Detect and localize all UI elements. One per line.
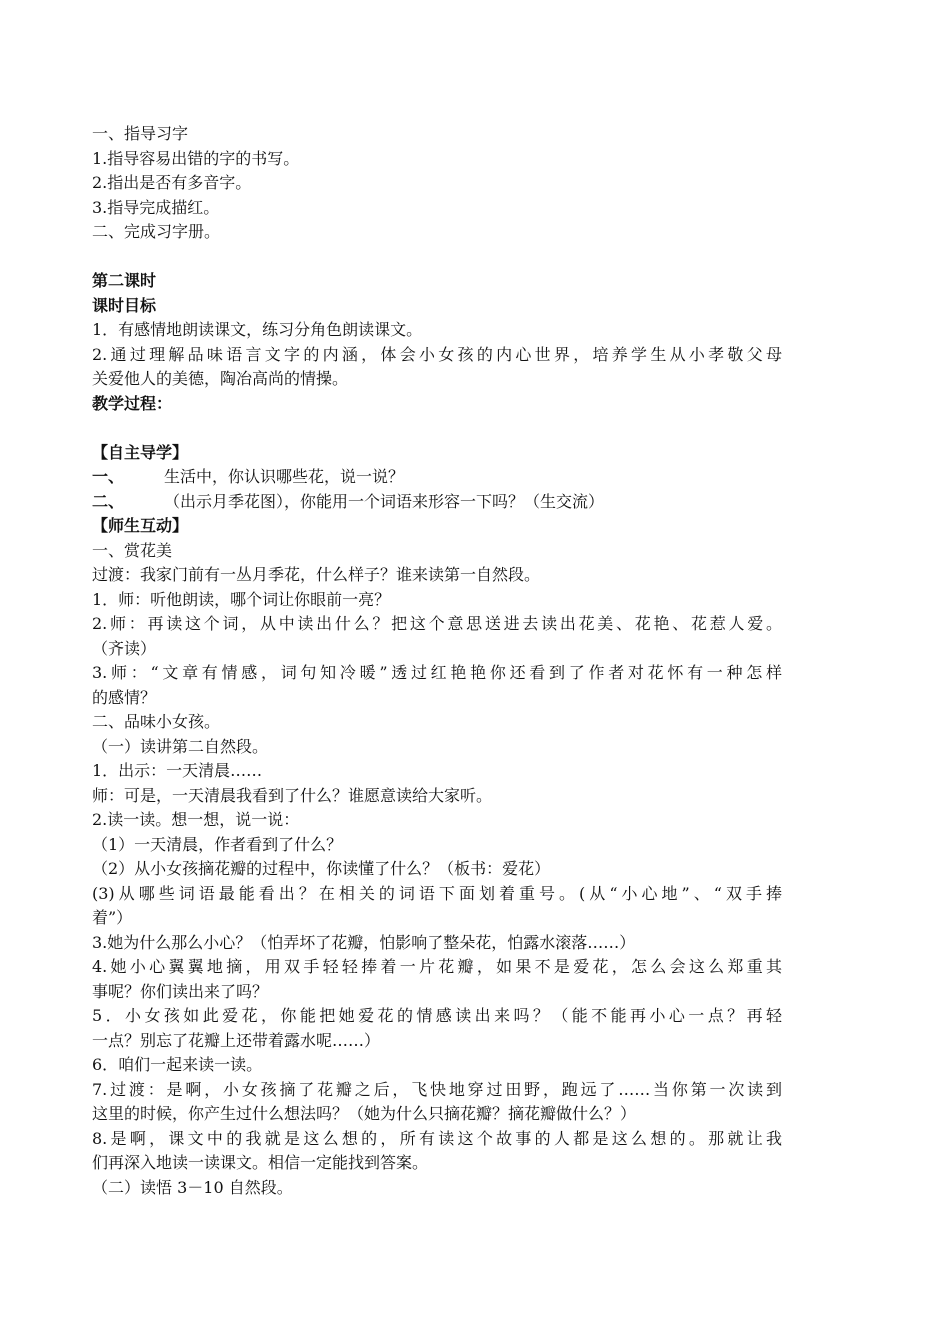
line-text: 3.指导完成描红。 bbox=[92, 197, 220, 217]
text-line bbox=[92, 220, 782, 245]
line-text: 4.她小心翼翼地摘，用双手轻轻捧着一片花瓣，如果不是爱花，怎么会这么郑重其 bbox=[92, 957, 782, 976]
document-page bbox=[92, 122, 782, 1200]
line-text: 二、完成习字册。 bbox=[92, 222, 221, 241]
line-text: 2.师：再读这个词，从中读出什么？把这个意思送进去读出花美、花艳、花惹人爱。 bbox=[92, 614, 782, 633]
line-text: 1．师：听他朗读，哪个词让你眼前一亮？ bbox=[92, 589, 391, 609]
text-line bbox=[92, 882, 782, 907]
text-line bbox=[92, 637, 782, 662]
line-text: （2）从小女孩摘花瓣的过程中，你读懂了什么？（板书：爱花） bbox=[92, 859, 551, 878]
line-text: 6．咱们一起来读一读。 bbox=[92, 1055, 263, 1074]
line-text: （齐读） bbox=[92, 638, 157, 658]
line-text: 这里的时候，你产生过什么想法吗？（她为什么只摘花瓣？摘花瓣做什么？） bbox=[92, 1104, 637, 1123]
text-line bbox=[92, 857, 782, 882]
line-text: 2.通过理解品味语言文字的内涵，体会小女孩的内心世界，培养学生从小孝敬父母 bbox=[92, 344, 782, 364]
list-marker: 一、 bbox=[92, 467, 125, 486]
text-line bbox=[92, 539, 782, 564]
text-line bbox=[92, 661, 782, 686]
text-line bbox=[92, 833, 782, 858]
line-text: 的感情？ bbox=[92, 687, 157, 707]
line-text: 一、指导习字 bbox=[92, 124, 189, 143]
text-line bbox=[92, 808, 782, 833]
text-line bbox=[92, 710, 782, 735]
list-marker: 二、 bbox=[92, 491, 125, 511]
text-line bbox=[92, 906, 782, 931]
line-text: 2.读一读。想一想，说一说： bbox=[92, 810, 300, 829]
blank-line bbox=[92, 245, 782, 270]
line-text: 着”） bbox=[92, 908, 133, 927]
line-text: 们再深入地读一读课文。相信一定能找到答案。 bbox=[92, 1153, 429, 1172]
line-text: 课时目标 bbox=[92, 295, 157, 315]
text-line bbox=[92, 931, 782, 956]
text-line bbox=[92, 1102, 782, 1127]
text-line bbox=[92, 171, 782, 196]
line-text: 师：可是，一天清晨我看到了什么？谁愿意读给大家听。 bbox=[92, 785, 493, 805]
text-line bbox=[92, 367, 782, 392]
blank-line bbox=[92, 416, 782, 441]
line-text: 一点？别忘了花瓣上还带着露水呢……） bbox=[92, 1030, 381, 1050]
text-line bbox=[92, 612, 782, 637]
text-line bbox=[92, 1151, 782, 1176]
line-text: 关爱他人的美德，陶冶高尚的情操。 bbox=[92, 369, 349, 388]
line-text: 2.指出是否有多音字。 bbox=[92, 173, 252, 192]
line-text: 8.是啊，课文中的我就是这么想的，所有读这个故事的人都是这么想的。那就让我 bbox=[92, 1128, 782, 1148]
line-text: 5．小女孩如此爱花，你能把她爱花的情感读出来吗？（能不能再小心一点？再轻 bbox=[92, 1006, 782, 1025]
text-line bbox=[92, 1004, 782, 1029]
section-heading bbox=[92, 294, 782, 319]
line-text: 二、品味小女孩。 bbox=[92, 712, 221, 731]
section-heading bbox=[92, 514, 782, 539]
text-line bbox=[92, 784, 782, 809]
line-text: 1．有感情地朗读课文，练习分角色朗读课文。 bbox=[92, 320, 423, 339]
text-line bbox=[92, 1053, 782, 1078]
line-text: （1）一天清晨，作者看到了什么？ bbox=[92, 834, 343, 854]
text-line bbox=[92, 1029, 782, 1054]
text-line bbox=[92, 1127, 782, 1152]
section-heading bbox=[92, 392, 782, 417]
text-line bbox=[92, 490, 782, 515]
text-line bbox=[92, 1078, 782, 1103]
line-text: 教学过程： bbox=[92, 393, 173, 413]
line-text: 1．出示：一天清晨…… bbox=[92, 761, 263, 780]
line-text: （出示月季花图），你能用一个词语来形容一下吗？（生交流） bbox=[164, 491, 605, 511]
text-line bbox=[92, 122, 782, 147]
text-line bbox=[92, 343, 782, 368]
line-text: 3.师：“文章有情感，词句知冷暖”透过红艳艳你还看到了作者对花怀有一种怎样 bbox=[92, 663, 782, 682]
line-text: 【自主导学】 bbox=[92, 442, 189, 462]
text-line bbox=[92, 196, 782, 221]
text-line bbox=[92, 588, 782, 613]
text-line bbox=[92, 735, 782, 760]
line-text: 7.过渡：是啊，小女孩摘了花瓣之后，飞快地穿过田野，跑远了……当你第一次读到 bbox=[92, 1079, 782, 1099]
line-text: 事呢？你们读出来了吗？ bbox=[92, 981, 269, 1001]
text-line bbox=[92, 1176, 782, 1201]
text-line bbox=[92, 955, 782, 980]
line-text: (3)从哪些词语最能看出？在相关的词语下面划着重号。(从“小心地”、“双手捧 bbox=[92, 883, 782, 903]
text-line bbox=[92, 465, 782, 490]
section-heading bbox=[92, 269, 782, 294]
text-line bbox=[92, 318, 782, 343]
line-text: 一、赏花美 bbox=[92, 540, 173, 560]
line-text: 第二课时 bbox=[92, 271, 157, 290]
line-text: 3.她为什么那么小心？（怕弄坏了花瓣，怕影响了整朵花，怕露水滚落……） bbox=[92, 932, 636, 952]
line-text: 生活中，你认识哪些花，说一说？ bbox=[164, 467, 405, 486]
text-line bbox=[92, 686, 782, 711]
text-line bbox=[92, 980, 782, 1005]
line-text: 过渡：我家门前有一丛月季花，什么样子？谁来读第一自然段。 bbox=[92, 565, 541, 584]
text-line bbox=[92, 147, 782, 172]
line-text: （一）读讲第二自然段。 bbox=[92, 736, 269, 756]
line-text: 【师生互动】 bbox=[92, 516, 189, 535]
section-heading bbox=[92, 441, 782, 466]
line-text: 1.指导容易出错的字的书写。 bbox=[92, 148, 300, 168]
line-text: （二）读悟 3－10 自然段。 bbox=[92, 1177, 293, 1197]
text-line bbox=[92, 563, 782, 588]
text-line bbox=[92, 759, 782, 784]
